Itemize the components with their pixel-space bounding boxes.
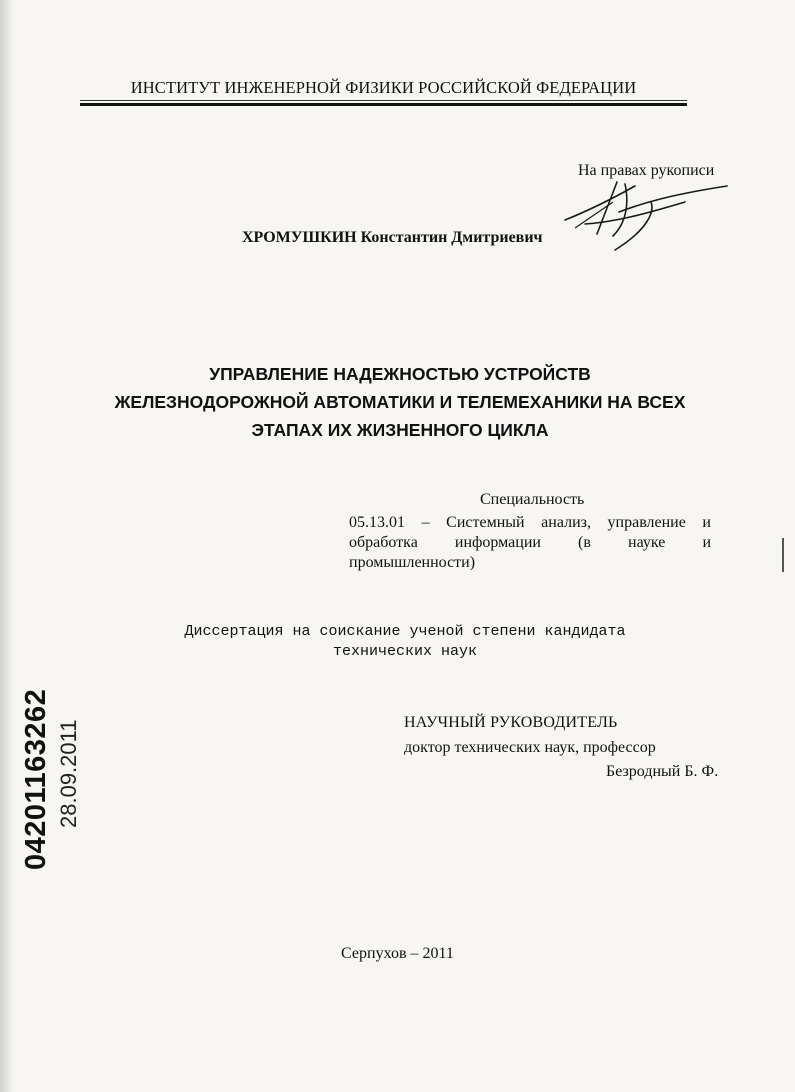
degree-line: технических наук — [332, 643, 478, 660]
manuscript-note: На правах рукописи — [578, 162, 715, 179]
scan-mark — [782, 538, 784, 572]
specialty-description — [349, 513, 711, 573]
registration-number: 04201163262 — [20, 688, 52, 870]
header-rule-thin — [80, 100, 687, 101]
degree-statement — [155, 622, 655, 662]
institute-header: ИНСТИТУТ ИНЖЕНЕРНОЙ ФИЗИКИ РОССИЙСКОЙ ФЕДЕРАЦИИ — [130, 78, 637, 97]
registration-date: 28.09.2011 — [56, 719, 81, 828]
dissertation-title — [90, 360, 710, 444]
title-line: ЖЕЛЕЗНОДОРОЖНОЙ АВТОМАТИКИ И ТЕЛЕМЕХАНИКИ НА ВСЕХ — [114, 392, 686, 412]
title-line: УПРАВЛЕНИЕ НАДЕЖНОСТЬЮ УСТРОЙСТВ — [209, 364, 591, 384]
supervisor-heading: НАУЧНЫЙ РУКОВОДИТЕЛЬ — [404, 714, 618, 731]
specialty-heading: Специальность — [480, 491, 585, 508]
title-line: ЭТАПАХ ИХ ЖИЗНЕННОГО ЦИКЛА — [251, 420, 549, 440]
specialty-line: 05.13.01 – Системный анализ, управление и — [349, 514, 711, 531]
header-rule-thick — [80, 103, 687, 106]
city-year: Серпухов – 2011 — [341, 945, 454, 962]
degree-line: Диссертация на соискание ученой степени кандидата — [184, 623, 626, 640]
author-name: ХРОМУШКИН Константин Дмитриевич — [242, 229, 543, 246]
supervisor-degree: доктор технических наук, профессор — [404, 739, 656, 756]
specialty-line: обработка информации (в науке и — [349, 534, 711, 551]
signature-icon — [555, 172, 730, 252]
scan-edge-shadow — [0, 0, 14, 1092]
supervisor-name: Безродный Б. Ф. — [606, 763, 719, 780]
specialty-line: промышленности) — [349, 554, 476, 571]
